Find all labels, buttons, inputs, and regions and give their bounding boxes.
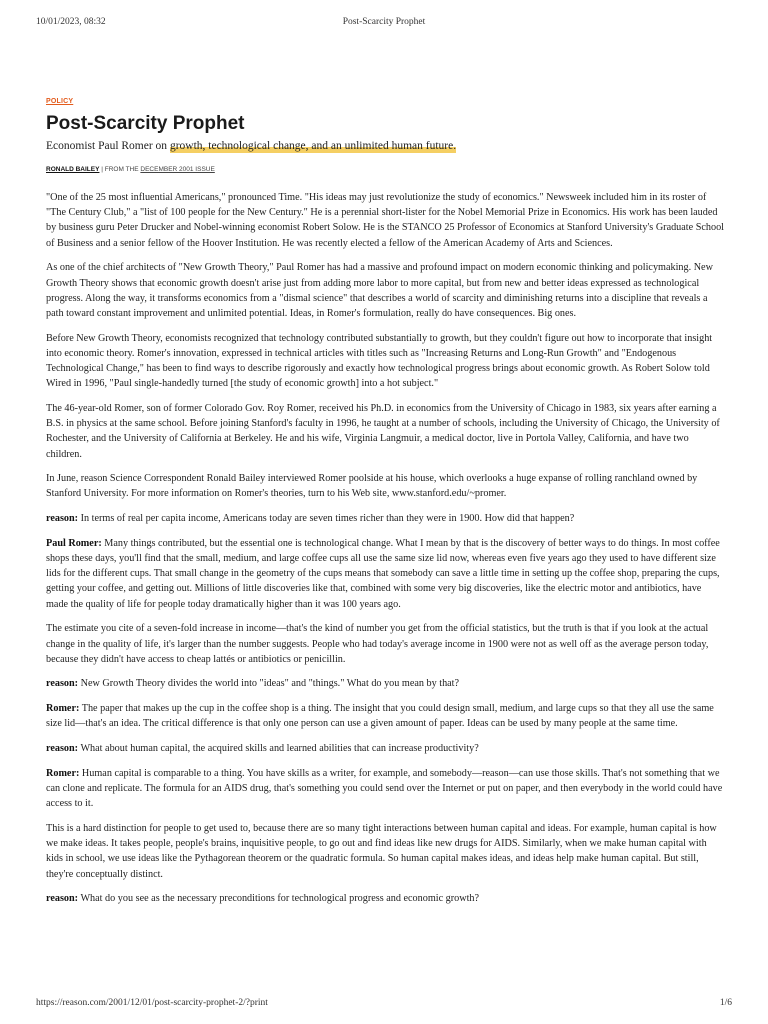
article-paragraph (46, 401, 724, 462)
issue-link[interactable]: DECEMBER 2001 ISSUE (140, 166, 215, 173)
article-paragraph (46, 741, 724, 756)
article-paragraph (46, 621, 724, 667)
article-paragraph (46, 701, 724, 731)
article-paragraph (46, 190, 724, 251)
print-date: 10/01/2023, 08:32 (36, 17, 106, 27)
article-paragraph (46, 891, 724, 906)
author-link[interactable]: RONALD BAILEY (46, 166, 100, 173)
paragraph-text: In terms of real per capita income, Americans today are seven times richer than they were in 1900. How did that happen? (78, 513, 575, 525)
article-paragraph (46, 331, 724, 392)
article-headline: Post-Scarcity Prophet (46, 113, 245, 134)
speaker-label: reason: (46, 893, 79, 905)
paragraph-text: Human capital is comparable to a thing. You have skills as a writer, for example, and somebody—reason—can use those skills. That's not something that we can clone and replicate. The formula for an AIDS drug, that's something you could send over the Internet or put on paper, and then everybody in the world could have access to it. (46, 767, 723, 810)
paragraph-text: The paper that makes up the cup in the coffee shop is a thing. The insight that you could design small, medium, and large cups so that they all use the same size lid—that's an idea. The critical difference is that only one person can use a given amount of paper. Ideas can be used by many people at the same time. (46, 703, 714, 730)
paragraph-text: "One of the 25 most influential Americans," pronounced Time. "His ideas may just revolutionize the study of economics." Newsweek included him in its roster of "The Century Club," a "list of 100 people for the New Century." He is a perennial short-lister for the Nobel Memorial Prize in Economics. His work has been lauded by business guru Peter Drucker and Nobel-winning economist Robert Solow. He is the STANCO 25 Professor of Economics at Stanford University's Graduate School of Business and a senior fellow of the Hoover Institution. He was recently elected a fellow of the American Academy of Arts and Sciences. (46, 192, 724, 249)
speaker-label: Romer: (46, 767, 80, 779)
paragraph-text: As one of the chief architects of "New Growth Theory," Paul Romer has had a massive and profound impact on modern economic thinking and policymaking. New Growth Theory shows that economic growth doesn't arise just from adding more labor to more capital, but from new and better ideas expressed as technological progress. Along the way, it transforms economics from a "dismal science" that describes a world of scarcity and diminishing returns into a discipline that reveals a path toward constant improvement and unlimited potential. Ideas, in Romer's formulation, really do have consequences. Big ones. (46, 262, 713, 319)
print-url: https://reason.com/2001/12/01/post-scarcity-prophet-2/?print (36, 998, 268, 1008)
paragraph-text: The estimate you cite of a seven-fold increase in income—that's the kind of number you get from the official statistics, but the truth is that if you look at the actual change in the quality of life, it's larger than the number suggests. People who had today's average income in 1900 were not as well off as the average person today, because they didn't have access to cheap lattés or antibiotics or penicillin. (46, 623, 709, 665)
paragraph-text: What do you see as the necessary preconditions for technological progress and economic growth? (78, 893, 480, 905)
paragraph-text: What about human capital, the acquired skills and learned abilities that can increase productivity? (78, 743, 479, 755)
article-paragraph (46, 260, 724, 321)
speaker-label: reason: (46, 743, 79, 755)
print-header (36, 17, 732, 31)
paragraph-text: New Growth Theory divides the world into "ideas" and "things." What do you mean by that? (78, 678, 460, 690)
print-page-title: Post-Scarcity Prophet (342, 17, 426, 27)
article-paragraph (46, 766, 724, 812)
article-paragraph (46, 821, 724, 882)
article-paragraph (46, 471, 724, 501)
paragraph-text: The 46-year-old Romer, son of former Colorado Gov. Roy Romer, received his Ph.D. in economics from the University of Chicago in 1983, six years after earning a B.S. in physics at the same school. Before joining Stanford's faculty in 1996, he taught at a number of schools, including the University of Chicago, the University of Rochester, and the University of California at Berkeley. He and his wife, Virginia Langmuir, a medical doctor, live in Portola Valley, California, and have two children. (46, 402, 720, 460)
article-paragraph (46, 676, 724, 691)
speaker-label: reason: (46, 513, 79, 525)
section-tag-link[interactable]: POLICY (46, 98, 74, 105)
paragraph-text: Many things contributed, but the essential one is technological change. What I mean by that is the discovery of better ways to do things. In most coffee shops these days, you'll find that the small, medium, and large coffee cups all use the same size lid now, whereas even five years ago they used to have different size lids for the different cups. That small change in the geometry of the cups means that somebody can save a little time in setting up the coffee shop, preparing the cups, getting your coffee, and getting out. Millions of little discoveries like that, combined with some very big discoveries, like the electric motor and antibiotics, have made the quality of life for people today dramatically higher than it was 100 years ago. (46, 537, 720, 610)
deck-highlighted-text: growth, technological change, and an unlimited human future. (169, 140, 457, 152)
article (46, 88, 724, 916)
speaker-label: reason: (46, 678, 79, 690)
speaker-label: Romer: (46, 703, 80, 715)
article-paragraph (46, 536, 724, 612)
page-number: 1/6 (719, 998, 732, 1008)
paragraph-text: This is a hard distinction for people to get used to, because there are so many tight interactions between human capital and ideas. For example, human capital is how we make ideas. It takes people, people's brains, inquisitive people, to go out and find ideas like new drugs for AIDS. Similarly, when we make human capital with kids in school, we use ideas like the Pythagorean theorem or the quadratic formula. So human capital makes ideas, and ideas help make human capital. But still, they're conceptually distinct. (46, 822, 717, 880)
byline-separator: | FROM THE (99, 166, 141, 173)
article-body (46, 190, 724, 906)
article-deck (46, 139, 724, 154)
paragraph-text: Before New Growth Theory, economists recognized that technology contributed substantially to growth, but they couldn't figure out how to incorporate that insight into economic theory. Romer's innovation, expressed in technical articles with titles such as "Increasing Returns and Long-Run Growth" and "Endogenous Technological Change," has been to find ways to describe rigorously and exactly how technological progress brings about economic growth. As Robert Solow told Wired in 1996, "Paul single-handedly turned [the study of economic growth] into a hot subject." (46, 332, 713, 390)
deck-text: Economist Paul Romer on (46, 140, 170, 152)
paragraph-text: In June, reason Science Correspondent Ronald Bailey interviewed Romer poolside at his house, which overlooks a huge expanse of rolling ranchland owned by Stanford University. For more information on Romer's theories, turn to his Web site, www.stanford.edu/~promer. (46, 473, 698, 500)
print-footer (36, 998, 732, 1012)
byline (46, 165, 724, 174)
speaker-label: Paul Romer: (46, 537, 102, 549)
article-paragraph (46, 511, 724, 526)
